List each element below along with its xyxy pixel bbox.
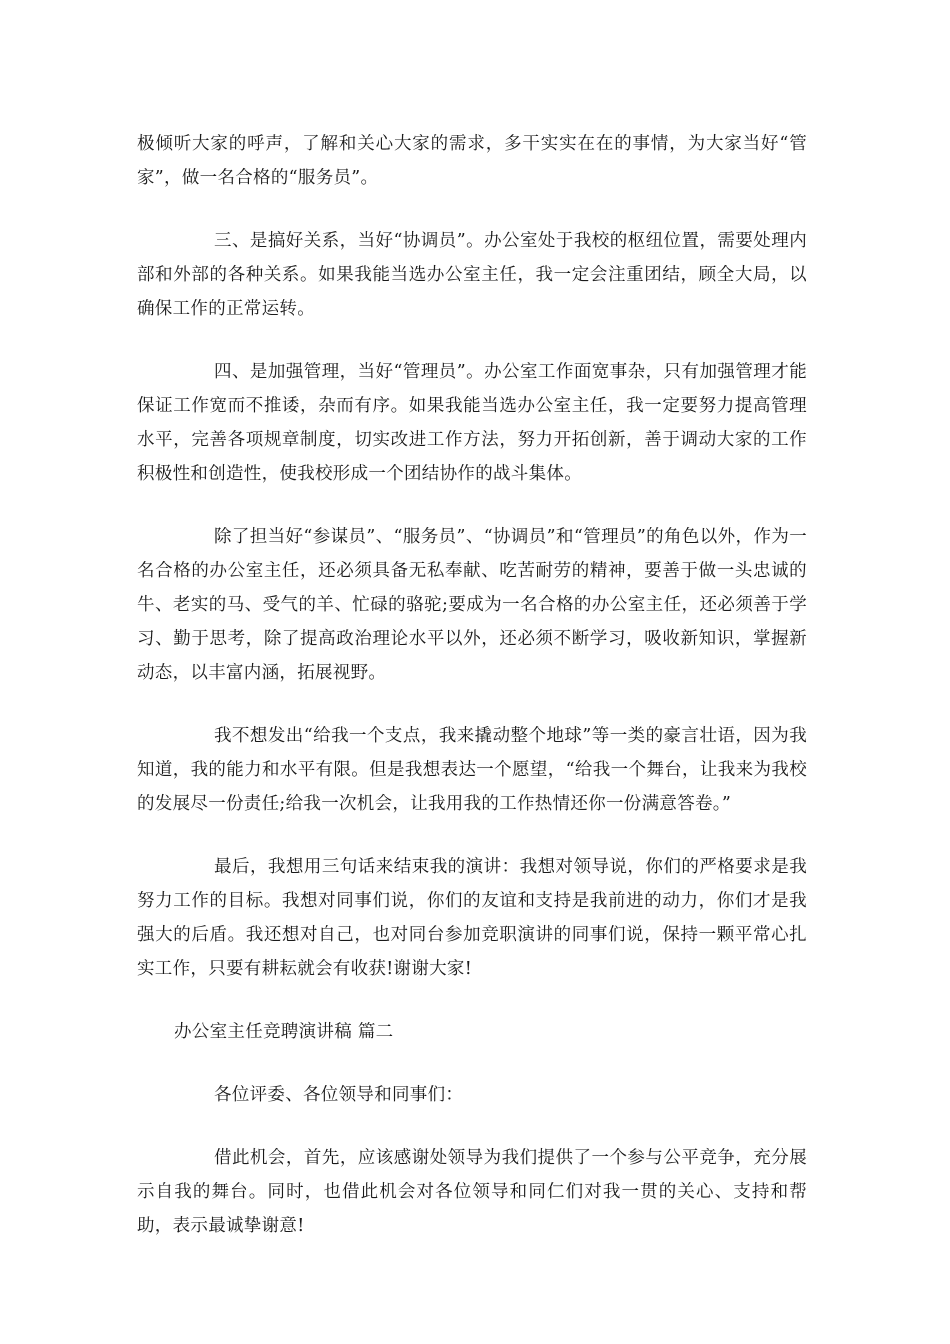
- paragraph-roles: 除了担当好“参谋员”、“服务员”、“协调员”和“管理员”的角色以外，作为一名合格的办公室主任，还必须具备无私奉献、吃苦耐劳的精神，要善于做一头忠诚的牛、老实的马、受气的羊、忙碌的骆驼;要成为一名合格的办公室主任，还必须善于学习、勤于思考，除了提高政治理论水平以外，还必须不断学习，吸收新知识，掌握新动态，以丰富内涵，拓展视野。: [137, 527, 807, 683]
- paragraph-1: 极倾听大家的呼声，了解和关心大家的需求，多干实实在在的事情，为大家当好“管家”，做一名合格的“服务员”。: [137, 134, 807, 188]
- paragraph-coordinator: 三、是搞好关系，当好“协调员”。办公室处于我校的枢纽位置，需要处理内部和外部的各种关系。如果我能当选办公室主任，我一定会注重团结，顾全大局，以确保工作的正常运转。: [137, 231, 807, 319]
- paragraph-manager: 四、是加强管理，当好“管理员”。办公室工作面宽事杂，只有加强管理才能保证工作宽而不推诿，杂而有序。如果我能当选办公室主任，我一定要努力提高管理水平，完善各项规章制度，切实改进工作方法，努力开拓创新，善于调动大家的工作积极性和创造性，使我校形成一个团结协作的战斗集体。: [137, 362, 807, 484]
- paragraph-greeting: 各位评委、各位领导和同事们：: [214, 1085, 464, 1105]
- paragraph-closing: 最后，我想用三句话来结束我的演讲：我想对领导说，你们的严格要求是我努力工作的目标。我想对同事们说，你们的友谊和支持是我前进的动力，你们才是我强大的后盾。我还想对自己，也对同台参加竞职演讲的同事们说，保持一颗平常心扎实工作，只要有耕耘就会有收获!谢谢大家!: [137, 857, 807, 979]
- paragraph-thanks: 借此机会，首先，应该感谢处领导为我们提供了一个参与公平竞争，充分展示自我的舞台。同时，也借此机会对各位领导和同仁们对我一贯的关心、支持和帮助，表示最诚挚谢意!: [137, 1148, 807, 1236]
- paragraph-wish: 我不想发出“给我一个支点，我来撬动整个地球”等一类的豪言壮语，因为我知道，我的能力和水平有限。但是我想表达一个愿望，“给我一个舞台，让我来为我校的发展尽一份责任;给我一次机会，让我用我的工作热情还你一份满意答卷。”: [137, 726, 807, 814]
- section-heading: 办公室主任竞聘演讲稿 篇二: [174, 1022, 394, 1042]
- document-body: [137, 127, 807, 1272]
